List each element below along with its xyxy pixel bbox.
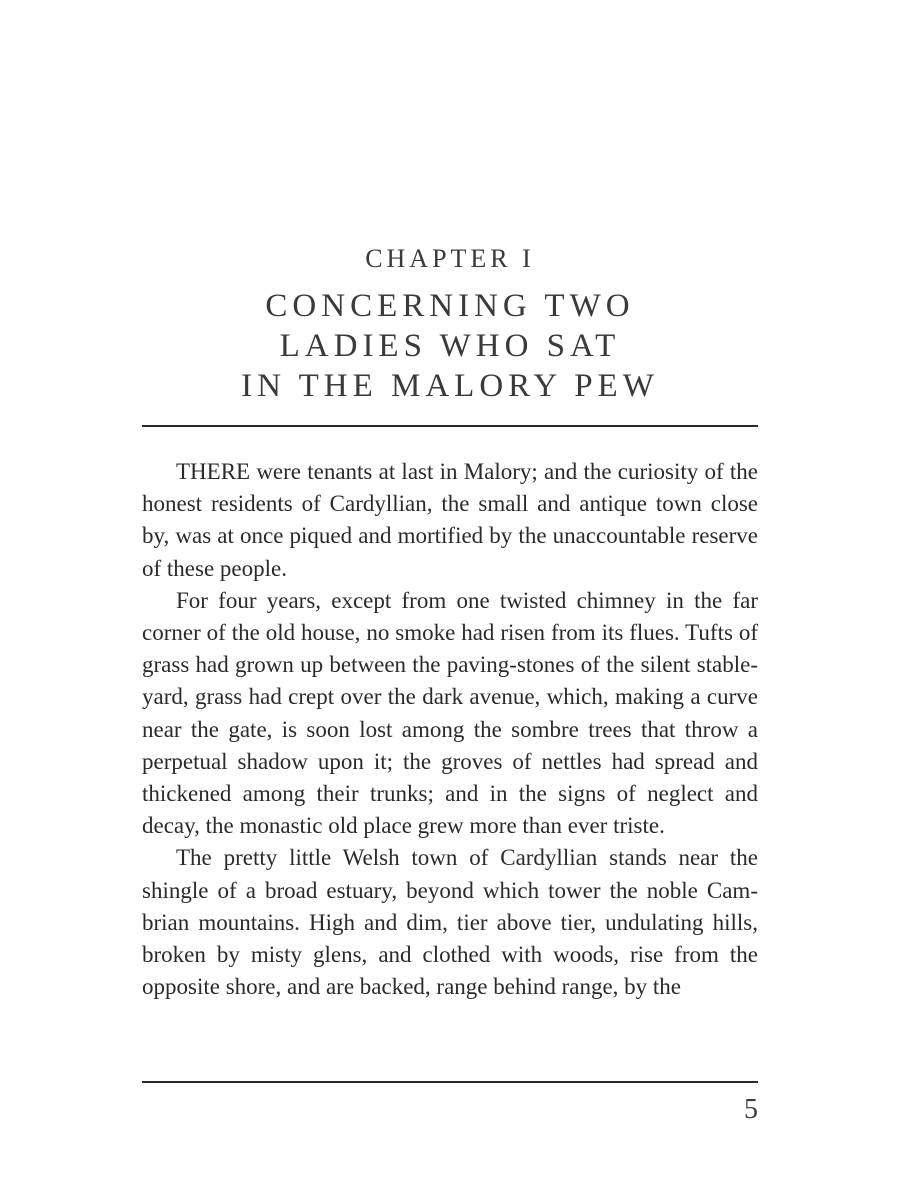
page-number: 5 [744,1094,758,1125]
paragraph: THERE were tenants at last in Malory; and the curiosity of the honest residents of Cardyllian, the small and antique town close by, was at once piqued and mortified by the unaccountable reserve of these people. [142,459,758,581]
chapter-title-line: IN THE MALORY PEW [241,368,659,404]
paragraph: For four years, except from one twisted chimney in the far corner of the old house, no smoke had risen from its flues. Tufts of grass had grown up between the paving-stones of the silent stable-yard, grass had crept over the dark avenue, which, making a curve near the gate, is soon lost among the sombre trees that throw a perpetual shadow upon it; the groves of nettles had spread and thickened among their trunks; and in the signs of neglect and decay, the monastic old place grew more than ever triste. [142,587,758,839]
chapter-title-line: LADIES WHO SAT [279,328,621,364]
footer-divider [142,1081,758,1083]
chapter-number: CHAPTER I [365,244,535,273]
paragraph: The pretty little Welsh town of Cardyllian stands near the shingle of a broad estuary, beyond which tower the noble Cambrian mountains. High and dim, tier above tier, undulating hills, broken by misty glens, and clothed with woods, rise from the opposite shore, and are backed, range behind range, by the [142,845,758,1000]
body-text [142,456,758,1003]
header-divider [142,425,758,427]
chapter-title-line: CONCERNING TWO [265,288,635,324]
chapter-title [142,286,758,406]
